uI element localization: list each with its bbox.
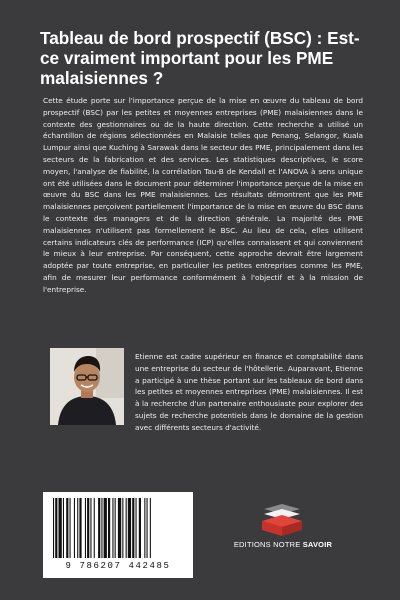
book-stack-logo-icon <box>260 503 304 537</box>
barcode-bar <box>59 498 62 558</box>
barcode-bar <box>94 498 95 558</box>
barcode-bar <box>90 498 91 558</box>
barcode-bar <box>112 498 113 558</box>
barcode-bar <box>55 498 57 558</box>
barcode-bar <box>126 498 127 558</box>
barcode-bar <box>128 498 131 558</box>
book-abstract: Cette étude porte sur l'importance perçue de la mise en œuvre du tableau de bord prospectif (BSC) par les petites et moyennes entreprises (PME) malaisiennes dans le contexte des gestionnaires ou de la haute direction. Cette recherche a utilisé un échantillon de régions sélectionnées en Malaisie telles que Penang, Selangor, Kuala Lumpur ainsi que Kuching à Sarawak dans le secteur des PME, principalement dans les secteurs de la fabrication et des services. Les statistiques descriptives, le score moyen, l'analyse de fiabilité, la corrélation Tau-B de Kendall et l'ANOVA à sens unique ont été utilisées dans le document pour déterminer l'importance perçue de la mise en œuvre du BSC dans les PME malaisiennes. Les résultats démontrent que les PME malaisiennes perçoivent partiellement l'importance de la mise en œuvre du BSC dans le contexte des managers et de la direction générale. La majorité des PME malaisiennes n'utilisent pas formellement le BSC. Au lieu de cela, elles utilisent certains indicateurs clés de performance (ICP) qu'elles connaissent et qui conviennent le mieux à leur entreprise. Par conséquent, cette approche devrait être largement adoptée par toute entreprise, en particulier les petites entreprises comme les PME, afin de mesurer leur performance conformément à l'objectif et à la mission de l'entreprise. <box>43 96 363 294</box>
barcode-bar <box>115 498 116 558</box>
barcode-bar <box>98 498 100 558</box>
barcode-bar <box>147 498 148 558</box>
isbn-digits: 9 786207 442485 <box>65 561 171 571</box>
author-photo <box>50 348 124 425</box>
barcode-bar <box>70 498 71 558</box>
barcode-icon <box>43 492 193 562</box>
barcode-bar <box>74 498 75 558</box>
barcode-bar <box>101 498 102 558</box>
barcode-bar <box>136 498 137 558</box>
barcode-bar <box>139 498 141 558</box>
barcode-bar <box>118 498 121 558</box>
barcode-bar <box>132 498 134 558</box>
barcode-bar <box>104 498 107 558</box>
barcode-bar <box>66 498 68 558</box>
author-photo-illustration <box>50 348 124 425</box>
barcode-bar <box>79 498 81 558</box>
book-title: Tableau de bord prospectif (BSC) : Est-ce vraiment important pour les PME malaisiennes ? <box>40 28 360 88</box>
isbn-barcode <box>43 492 193 578</box>
publisher-name-bold: SAVOIR <box>302 540 333 549</box>
barcode-bar <box>87 498 89 558</box>
barcode-bar <box>77 498 78 558</box>
barcode-bar <box>85 498 86 558</box>
barcode-bar <box>53 498 54 558</box>
barcode-bar <box>144 498 145 558</box>
barcode-bar <box>63 498 64 558</box>
publisher-name-prefix: EDITIONS NOTRE <box>233 540 301 549</box>
barcode-bar <box>108 498 110 558</box>
barcode-bar <box>150 498 151 558</box>
publisher-name <box>232 540 334 549</box>
author-bio: Etienne est cadre supérieur en finance et comptabilité dans une entreprise du secteur de l'hôtellerie. Auparavant, Etienne a participé à une thèse portant sur les tableaux de bord dans les petites et moyennes entreprises (PME) malaisiennes. Il est à la recherche d'un partenaire enthousiaste pour explorer des sujets de recherche potentiels dans le domaine de la gestion avec différents secteurs d'activité. <box>135 352 363 432</box>
barcode-bar <box>122 498 123 558</box>
